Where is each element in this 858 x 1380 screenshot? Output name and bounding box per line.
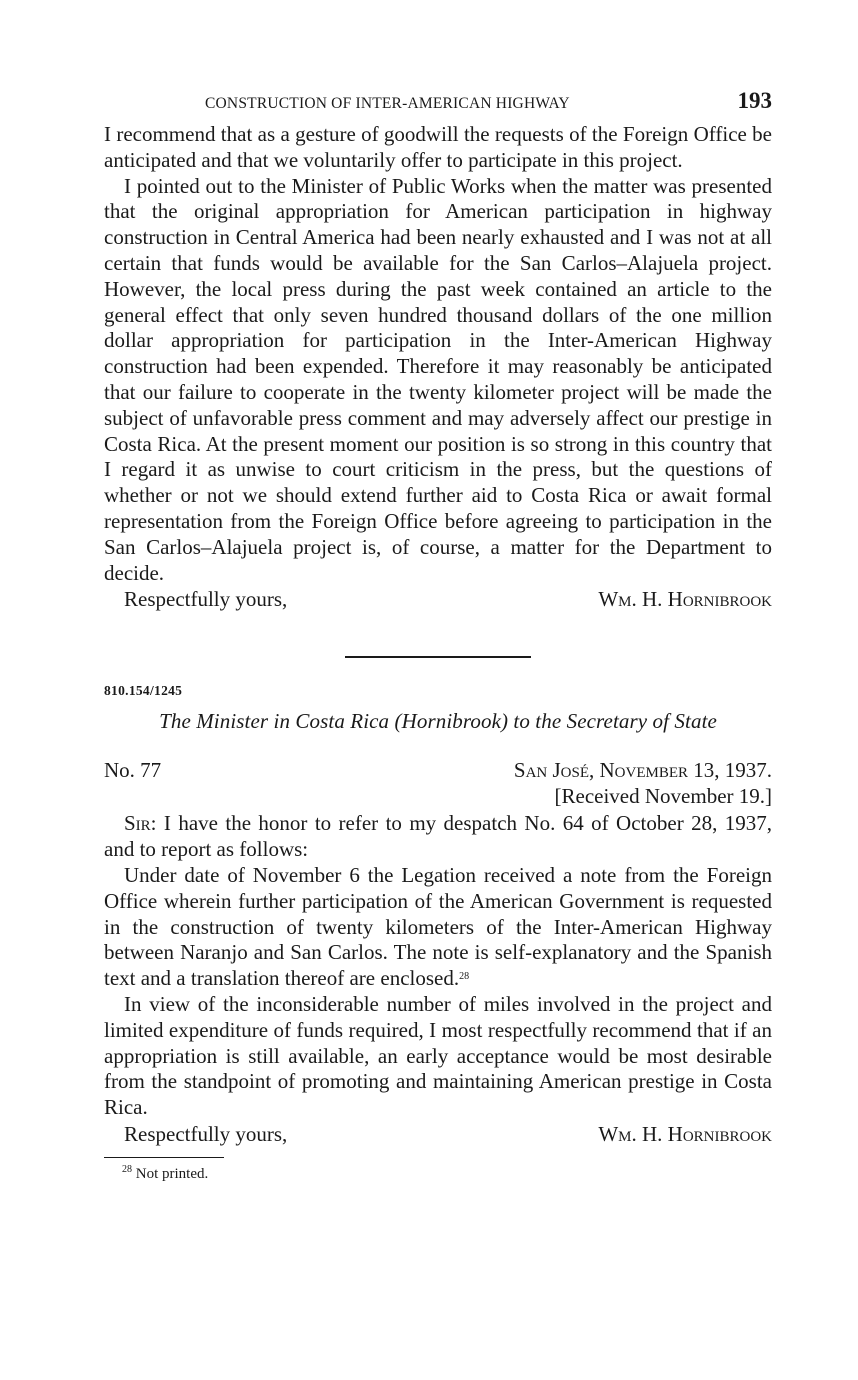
document-title: The Minister in Costa Rica (Hornibrook) to the Secretary of State <box>159 709 717 734</box>
letter1-paragraph-2: I pointed out to the Minister of Public Works when the matter was presented that the original appropriation for American participation in highway construction in Central America had been nearly exhausted and I was not at all certain that funds would be available for the San Carlos–Alajuela project. However, the local press during the past week contained an article to the general effect that only seven hundred thousand dollars of the one million dollar appropriation for participation in the Inter-American Highway construction had been expended. Therefore it may reasonably be anticipated that our failure to cooperate in the twenty kilometer project will be made the subject of unfavorable press comment and may adversely affect our prestige in Costa Rica. At the present moment our position is so strong in this country that I regard it as unwise to court criticism in the press, but the questions of whether or not we should extend further aid to Costa Rica or await formal representation from the Foreign Office before agreeing to participation in the San Carlos–Alajuela project is, of course, a matter for the Department to decide. <box>104 173 772 585</box>
dateline-row <box>104 757 772 783</box>
page <box>104 88 772 1183</box>
letter1-signature: Wm. H. Hornibrook <box>598 587 772 612</box>
letter2-paragraph-1-text: I have the honor to refer to my despatch No. 64 of October 28, 1937, and to report as follows: <box>104 811 772 862</box>
footnote-reference[interactable]: 28 <box>459 971 470 983</box>
salutation: Sir: <box>124 811 157 836</box>
letter2-signature: Wm. H. Hornibrook <box>598 1121 772 1146</box>
letter1-closing-salutation: Respectfully yours, <box>124 587 288 612</box>
letter2-closing <box>104 1121 772 1147</box>
letter1-paragraph-1: I recommend that as a gesture of goodwill the requests of the Foreign Office be anticipated and that we voluntarily offer to participate in this project. <box>104 122 772 172</box>
footnote-text: Not printed. <box>132 1165 209 1182</box>
footnote <box>104 1163 772 1183</box>
footnote-number: 28 <box>122 1163 132 1175</box>
section-divider <box>345 656 531 658</box>
running-head <box>104 88 772 122</box>
page-number: 193 <box>737 88 772 113</box>
file-number: 810.154/1245 <box>104 683 183 699</box>
received-date: [Received November 19.] <box>554 784 772 809</box>
footnote-divider <box>104 1157 224 1158</box>
letter2-paragraph-2 <box>104 863 772 992</box>
letter2-paragraph-2-text: Under date of November 6 the Legation received a note from the Foreign Office wherein further participation of the American Government is requested in the construction of twenty kilometers of the Inter-American Highway between Naranjo and San Carlos. The note is self-explanatory and the Spanish text and a translation thereof are enclosed. <box>104 862 772 991</box>
dateline: San José, November 13, 1937. <box>513 758 772 783</box>
running-title: CONSTRUCTION OF INTER-AMERICAN HIGHWAY <box>205 95 570 112</box>
letter1-closing <box>104 586 772 612</box>
despatch-number: No. 77 <box>104 758 162 783</box>
letter2-paragraph-1 <box>104 811 772 863</box>
letter2-closing-salutation: Respectfully yours, <box>124 1121 288 1146</box>
letter2-paragraph-3: In view of the inconsiderable number of miles involved in the project and limited expenditure of funds required, I most respectfully recommend that if an appropriation is still available, an early acceptance would be most desirable from the standpoint of promoting and maintaining American prestige in Costa Rica. <box>104 991 772 1120</box>
